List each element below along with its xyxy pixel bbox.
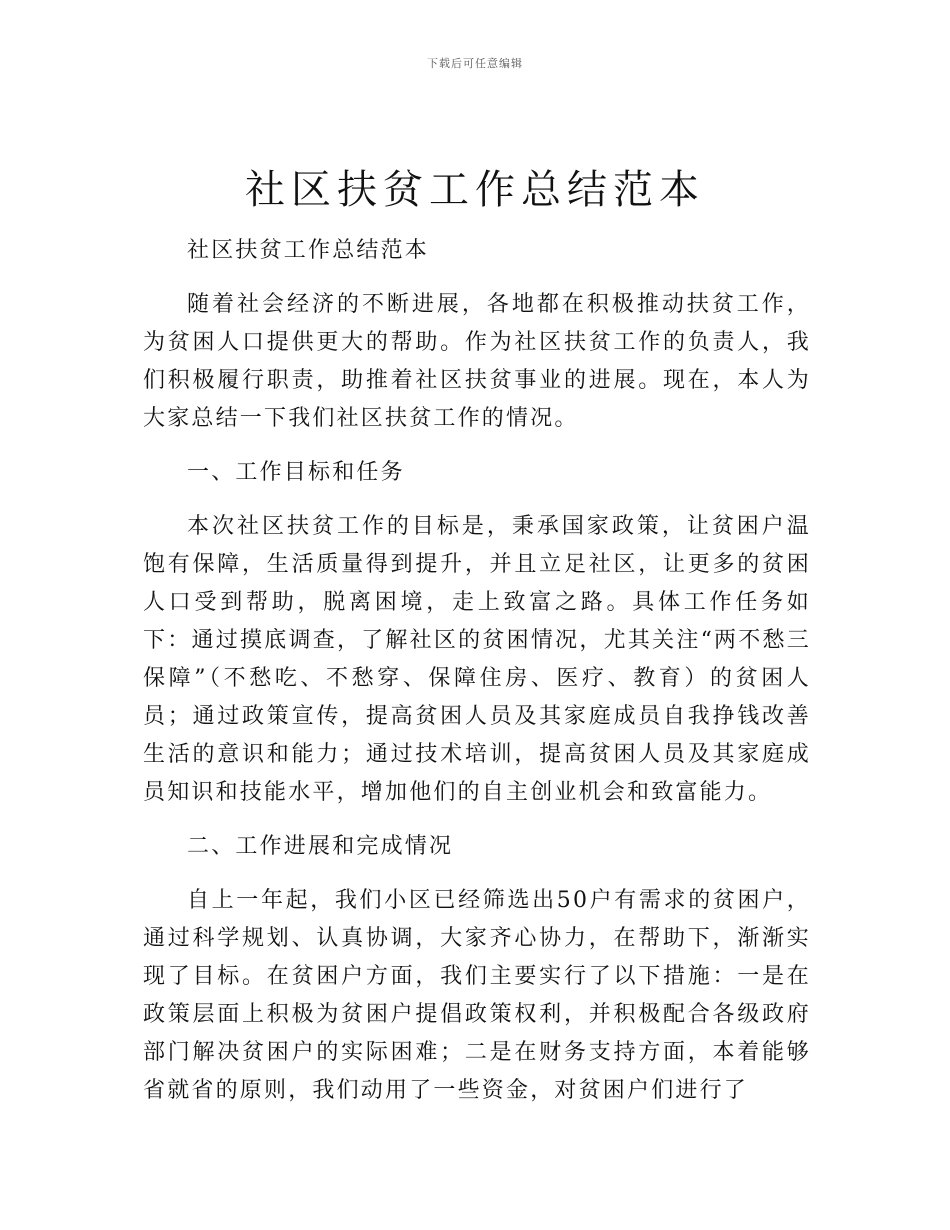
document-body xyxy=(143,232,811,1126)
body-subtitle: 社区扶贫工作总结范本 xyxy=(187,238,430,263)
paragraph-goals: 本次社区扶贫工作的目标是，秉承国家政策，让贫困户温饱有保障，生活质量得到提升，并且立足社区，让更多的贫困人口受到帮助，脱离困境，走上致富之路。具体工作任务如下：通过摸底调查，了解社区的贫困情况，尤其关注“两不愁三保障”（不愁吃、不愁穿、保障住房、医疗、教育）的贫困人员；通过政策宣传，提高贫困人员及其家庭成员自我挣钱改善生活的意识和能力；通过技术培训，提高贫困人员及其家庭成员知识和技能水平，增加他们的自主创业机会和致富能力。 xyxy=(143,514,811,805)
document-title: 社区扶贫工作总结范本 xyxy=(245,167,705,213)
paragraph-progress: 自上一年起，我们小区已经筛选出50户有需求的贫困户，通过科学规划、认真协调，大家齐心协力，在帮助下，渐渐实现了目标。在贫困户方面，我们主要实行了以下措施：一是在政策层面上积极为贫困户提倡政策权利，并积极配合各级政府部门解决贫困户的实际困难；二是在财务支持方面，本着能够省就省的原则，我们动用了一些资金，对贫困户们进行了 xyxy=(143,888,811,1103)
paragraph-intro: 随着社会经济的不断进展，各地都在积极推动扶贫工作，为贫困人口提供更大的帮助。作为社区扶贫工作的负责人，我们积极履行职责，助推着社区扶贫事业的进展。现在，本人为大家总结一下我们社区扶贫工作的情况。 xyxy=(143,292,811,431)
page-header-note: 下载后可任意编辑 xyxy=(427,57,523,70)
section-heading-progress: 二、工作进展和完成情况 xyxy=(187,834,454,859)
section-heading-goals: 一、工作目标和任务 xyxy=(187,460,405,485)
